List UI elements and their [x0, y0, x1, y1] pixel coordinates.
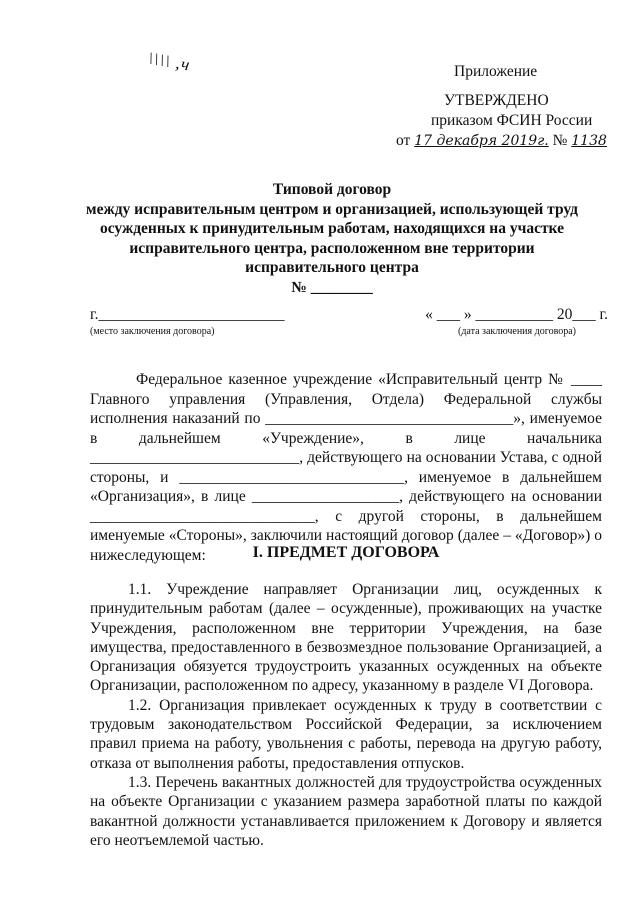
handwritten-date: 17 декабря 2019г.	[414, 133, 549, 149]
handwritten-stamp-mark: \\\\ ,ч	[146, 48, 192, 75]
section-clauses	[90, 580, 602, 850]
preamble-block	[90, 370, 602, 565]
handwritten-number: 1138	[571, 133, 607, 149]
section-title: I. ПРЕДМЕТ ДОГОВОРА	[252, 544, 440, 561]
place-caption: (место заключения договора)	[90, 326, 215, 337]
contract-heading	[82, 180, 582, 297]
clause-1-2: 1.2. Организация привлекает осужденных к труду в соответствии с трудовым законодательством Российской Федерации, за исключением правил приема на работу, увольнения с работы, перевода на другую работу, отказа от выполнения работы, предоставления отпусков.	[90, 696, 602, 772]
heading-subtitle: между исправительным центром и организацией, использующей труд осужденных к принудительным работам, находящихся на участке исправительного центра, расположенном вне территории исправительного центра	[86, 200, 578, 276]
place-field: г.________________________	[90, 306, 285, 323]
clause-1-3: 1.3. Перечень вакантных должностей для трудоустройства осужденных на объекте Организации с указанием размера заработной платы по каждой вакантной должности устанавливается приложением к Договору и является его неотъемлемой частью.	[90, 773, 602, 849]
clause-1-1: 1.1. Учреждение направляет Организации лиц, осужденных к принудительным работам (далее – осужденные), проживающих на участке Учреждения, расположенном вне территории Учреждения, на базе имущества, предоставленного в безвозмездное пользование Организацией, а Организация обязуется трудоустроить указанных осужденных на объекте Организации, расположенном по адресу, указанному в разделе VI Договора.	[90, 581, 602, 695]
approval-block	[388, 62, 624, 151]
heading-number: № ________	[291, 278, 373, 296]
heading-title: Типовой договор	[272, 181, 392, 198]
order-label: приказом ФСИН России	[431, 112, 593, 129]
preamble-paragraph: Федеральное казенное учреждение «Исправительный центр № ____ Главного управления (Управления, Отдела) Федеральной службы исполнения наказаний по ________________________________», именуемое в дальнейшем «Учреждение», в лице начальника ___________________________, действующего на основании Устава, с одной стороны, и _____________________________, именуемое в дальнейшем «Организация», в лице ___________________, действующего на основании _____________________________, с другой стороны, в дальнейшем именуемые «Стороны», заключили настоящий договор (далее – «Договор») о нижеследующем:	[90, 371, 602, 564]
appendix-label: Приложение	[454, 63, 538, 80]
date-prefix: от	[396, 132, 411, 149]
number-label: №	[552, 132, 568, 149]
date-field: « ___ » __________ 20___ г.	[425, 306, 608, 323]
approved-label: УТВЕРЖДЕНО	[444, 92, 549, 109]
order-date-line	[388, 131, 624, 151]
date-caption: (дата заключения договора)	[458, 326, 576, 337]
